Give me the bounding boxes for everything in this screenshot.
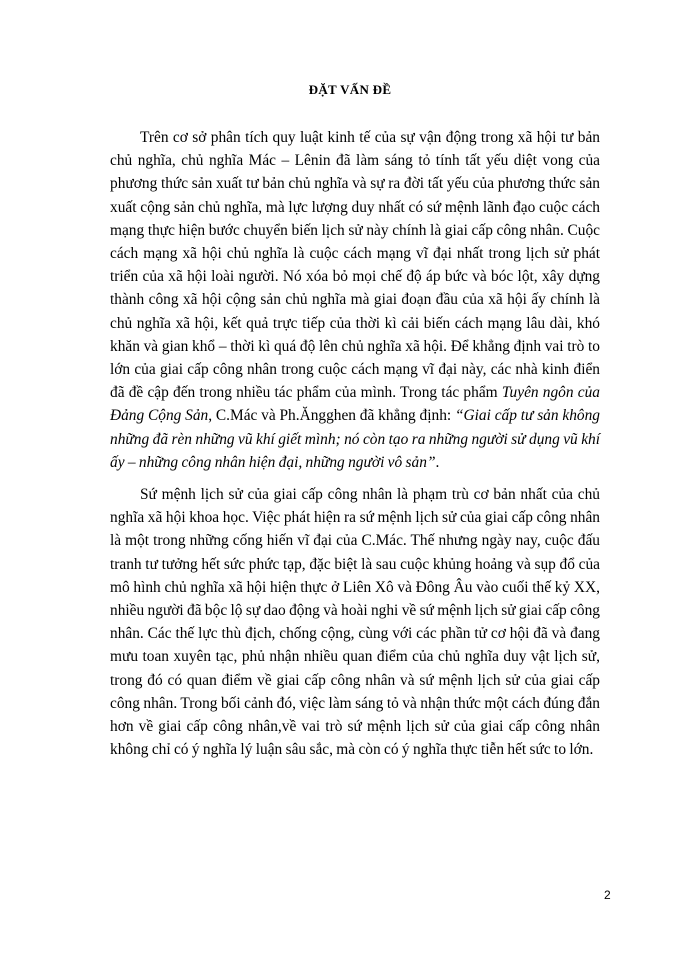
paragraph-1 — [110, 126, 600, 474]
paragraph-1-text-cont: , C.Mác và Ph.Ăngghen đã khẳng định: — [208, 407, 455, 425]
quotation: “Giai cấp tư sản không những đã rèn những vũ khí giết mình; nó còn tạo ra những người sử dụng vũ khí ấy – những công nhân hiện đại, những người vô sản” — [110, 407, 600, 471]
work-title: Tuyên ngôn của Đảng Cộng Sản — [110, 384, 600, 425]
paragraph-1-text: Trên cơ sở phân tích quy luật kinh tế của sự vận động trong xã hội tư bản chủ nghĩa, chủ nghĩa Mác – Lênin đã làm sáng tỏ tính tất yếu diệt vong của phương thức sản xuất tư bản chủ nghĩa và sự ra đời tất yếu của phương thức sản xuất cộng sản chủ nghĩa, mà lực lượng duy nhất có sứ mệnh lãnh đạo cuộc cách mạng thực hiện bước chuyển biến lịch sử này chính là giai cấp công nhân. Cuộc cách mạng xã hội chủ nghĩa là cuộc cách mạng vĩ đại nhất trong lịch sử phát triển của xã hội loài người. Nó xóa bỏ mọi chế độ áp bức và bóc lột, xây dựng thành công xã hội cộng sản chủ nghĩa mà giai đoạn đầu của xã hội ấy chính là chủ nghĩa xã hội, kết quả trực tiếp của thời kì cải biến cách mạng lâu dài, khó khăn và gian khổ – thời kì quá độ lên chủ nghĩa xã hội. Để khẳng định vai trò to lớn của giai cấp công nhân trong cuộc cách mạng vĩ đại này, các nhà kinh điển đã đề cập đến trong nhiều tác phẩm của mình. Trong tác phẩm — [110, 129, 600, 402]
document-title: ĐẶT VẤN ĐỀ — [308, 82, 392, 97]
page-number: 2 — [604, 888, 611, 902]
paragraph-1-end: . — [435, 453, 440, 471]
paragraph-2: Sứ mệnh lịch sử của giai cấp công nhân là phạm trù cơ bản nhất của chủ nghĩa xã hội khoa học. Việc phát hiện ra sứ mệnh lịch sử của giai cấp công nhân là một trong những cống hiến vĩ đại của C.Mác. Thế nhưng ngày nay, cuộc đấu tranh tư tưởng hết sức phức tạp, đặc biệt là sau cuộc khủng hoảng và sụp đổ của mô hình chủ nghĩa xã hội hiện thực ở Liên Xô và Đông Âu vào cuối thế kỷ XX, nhiều người đã bộc lộ sự dao động và hoài nghi về sứ mệnh lịch sử giai cấp công nhân. Các thế lực thù địch, chống cộng, cùng với các phần tử cơ hội đã và đang mưu toan xuyên tạc, phủ nhận nhiều quan điểm của chủ nghĩa duy vật lịch sử, trong đó có quan điểm về giai cấp công nhân và sứ mệnh lịch sử của giai cấp công nhân. Trong bối cảnh đó, việc làm sáng tỏ và nhận thức một cách đúng đắn hơn về giai cấp công nhân,về vai trò sứ mệnh lịch sử của giai cấp công nhân không chỉ có ý nghĩa lý luận sâu sắc, mà còn có ý nghĩa thực tiễn hết sức to lớn. — [110, 486, 600, 759]
